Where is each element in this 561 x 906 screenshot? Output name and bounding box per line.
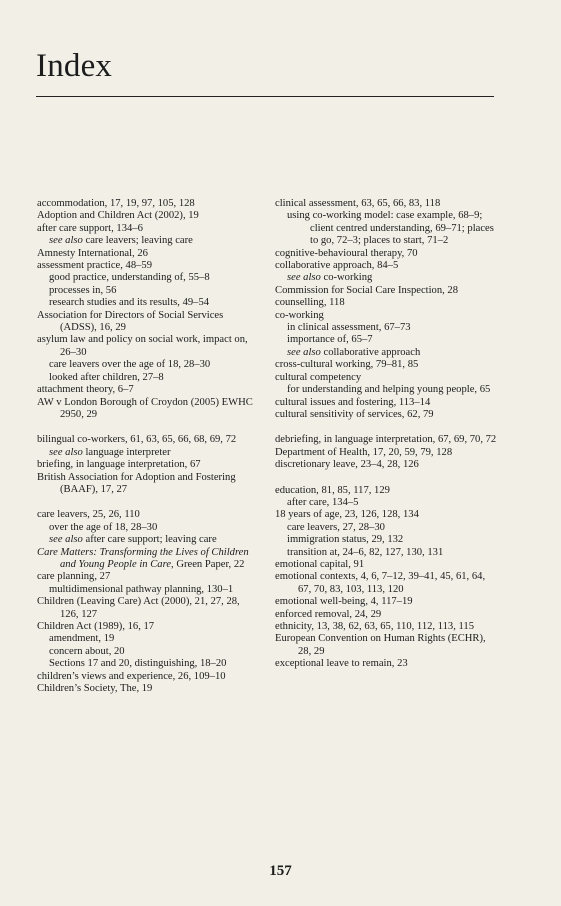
entry-text: looked after children, 27–8 [49,371,164,383]
page-title: Index [36,48,113,84]
index-entry [37,522,259,534]
index-entry [37,596,259,621]
index-entry [275,198,497,210]
page-number: 157 [269,863,292,879]
title-rule [36,96,494,97]
index-entry [275,409,497,421]
entry-text: Children’s Society, The, 19 [37,683,153,695]
entry-text: accommodation, 17, 19, 97, 105, 128 [37,198,195,209]
index-entry [275,559,497,571]
index-entry [275,509,497,521]
index-entry [37,297,259,309]
index-entry [37,646,259,658]
entry-text: debriefing, in language interpretation, 67, 69, 70, 72 [275,434,497,446]
entry-text: attachment theory, 6–7 [37,384,134,396]
see-also-label: see also [287,346,321,358]
entry-text: processes in, 56 [49,284,117,296]
entry-text: emotional contexts, 4, 6, 7–12, 39–41, 45, 61, 64, 67, 70, 83, 103, 113, 120 [275,571,486,595]
entry-text: emotional capital, 91 [275,558,365,570]
entry-text: collaborative approach [320,346,421,358]
entry-text: multidimensional pathway planning, 130–1 [49,583,234,595]
entry-text: care leavers; leaving care [82,235,193,247]
entry-text: after care, 134–5 [287,496,359,508]
index-entry [275,497,497,509]
see-also-label: see also [287,272,321,284]
entry-text: co-working [275,309,324,321]
index-entry [275,658,497,670]
entry-text: importance of, 65–7 [287,334,373,346]
index-entry [275,260,497,272]
entry-text: over the age of 18, 28–30 [49,521,158,533]
index-entry [275,334,497,346]
index-entry [37,472,259,497]
index-entry [275,459,497,471]
entry-text: children’s views and experience, 26, 109–10 [37,670,226,682]
entry-text: cultural sensitivity of services, 62, 79 [275,408,434,420]
entry-text: transition at, 24–6, 82, 127, 130, 131 [287,546,444,558]
index-entry [275,248,497,260]
entry-text: good practice, understanding of, 55–8 [49,272,210,284]
index-entry [37,571,259,583]
entry-text: emotional well-being, 4, 117–19 [275,596,413,608]
index-column-right [275,198,497,671]
entry-text: using co-working model: case example, 68–9; client centred understanding, 69–71; places to go, 72–3; places to start, 71–2 [287,210,494,247]
index-entry [275,596,497,608]
index-entry [37,658,259,670]
entry-text: cultural competency [275,371,362,383]
entry-text: Sections 17 and 20, distinguishing, 18–20 [49,658,227,670]
index-entry [275,322,497,334]
index-entry [37,334,259,359]
index-entry [37,198,259,210]
index-entry [37,285,259,297]
entry-text: after care support, 134–6 [37,222,143,234]
index-entry [37,235,259,247]
entry-text: bilingual co-workers, 61, 63, 65, 66, 68, 69, 72 [37,434,237,446]
index-entry [275,210,497,247]
index-entry [275,522,497,534]
entry-text: Green Paper, 22 [173,558,245,570]
entry-text: briefing, in language interpretation, 67 [37,459,201,471]
entry-text: research studies and its results, 49–54 [49,297,210,309]
index-entry [275,633,497,658]
index-entry [37,223,259,235]
index-entry [275,347,497,359]
entry-text: immigration status, 29, 132 [287,534,404,546]
entry-text: collaborative approach, 84–5 [275,260,399,272]
entry-text: Association for Directors of Social Services (ADSS), 16, 29 [37,309,224,334]
index-entry [37,547,259,572]
entry-text: Department of Health, 17, 20, 59, 79, 128 [275,446,453,458]
entry-text: ethnicity, 13, 38, 62, 63, 65, 110, 112, 113, 115 [275,621,475,632]
entry-text: 18 years of age, 23, 126, 128, 134 [275,509,419,521]
see-also-label: see also [49,235,83,247]
index-entry [275,372,497,384]
index-entry [37,621,259,633]
index-entry [37,509,259,521]
publication-title: Care Matters: Transforming the Lives of Children and Young People in Care, [37,546,249,570]
entry-text: discretionary leave, 23–4, 28, 126 [275,459,419,471]
index-entry [37,272,259,284]
entry-text: language interpreter [82,446,171,458]
index-entry [37,359,259,371]
index-entry [275,272,497,284]
entry-text: asylum law and policy on social work, impact on, 26–30 [37,334,248,358]
entry-text: Children (Leaving Care) Act (2000), 21, 27, 28, 126, 127 [37,596,240,620]
entry-text: cross-cultural working, 79–81, 85 [275,359,419,371]
index-entry [37,584,259,596]
entry-text: education, 81, 85, 117, 129 [275,484,390,496]
index-entry [275,310,497,322]
index-entry [275,397,497,409]
entry-text: counselling, 118 [275,297,345,309]
index-entry [275,359,497,371]
entry-text: after care support; leaving care [82,534,217,546]
index-entry [275,384,497,396]
index-entry [37,397,259,422]
index-entry [37,459,259,471]
entry-text: cognitive-behavioural therapy, 70 [275,247,418,259]
entry-text: care leavers, 27, 28–30 [287,521,385,533]
index-entry [275,571,497,596]
entry-text: Commission for Social Care Inspection, 28 [275,284,459,296]
entry-text: Children Act (1989), 16, 17 [37,621,155,632]
entry-text: enforced removal, 24, 29 [275,608,382,620]
index-entry [275,285,497,297]
index-entry [37,372,259,384]
see-also-label: see also [49,534,83,546]
entry-text: amendment, 19 [49,633,115,645]
index-entry [37,248,259,260]
index-entry [37,534,259,546]
index-entry [275,297,497,309]
entry-text: care leavers, 25, 26, 110 [37,509,140,521]
entry-text: in clinical assessment, 67–73 [287,322,411,334]
entry-text: clinical assessment, 63, 65, 66, 83, 118 [275,198,441,209]
index-entry [37,310,259,335]
entry-text: care leavers over the age of 18, 28–30 [49,359,211,371]
index-entry [275,447,497,459]
index-entry [37,671,259,683]
index-entry [275,621,497,633]
index-entry [37,633,259,645]
see-also-label: see also [49,446,83,458]
index-entry [37,384,259,396]
entry-text: concern about, 20 [49,645,125,657]
index-entry [275,609,497,621]
index-entry [275,534,497,546]
entry-text: Amnesty International, 26 [37,247,148,259]
entry-text: for understanding and helping young people, 65 [287,384,491,396]
entry-text: assessment practice, 48–59 [37,260,153,272]
index-column-left [37,198,259,695]
entry-text: European Convention on Human Rights (ECHR), 28, 29 [275,633,486,657]
index-entry [37,434,259,446]
index-entry [37,447,259,459]
entry-text: Adoption and Children Act (2002), 19 [37,210,199,222]
index-entry [275,547,497,559]
index-entry [275,485,497,497]
entry-text: exceptional leave to remain, 23 [275,658,408,670]
index-entry [37,683,259,695]
entry-text: co-working [320,272,373,284]
entry-text: care planning, 27 [37,571,111,583]
index-entry [275,434,497,446]
index-entry [37,260,259,272]
entry-text: cultural issues and fostering, 113–14 [275,396,431,408]
entry-text: British Association for Adoption and Fostering (BAAF), 17, 27 [37,471,236,495]
entry-text: AW v London Borough of Croydon (2005) EWHC 2950, 29 [37,396,253,420]
index-entry [37,210,259,222]
